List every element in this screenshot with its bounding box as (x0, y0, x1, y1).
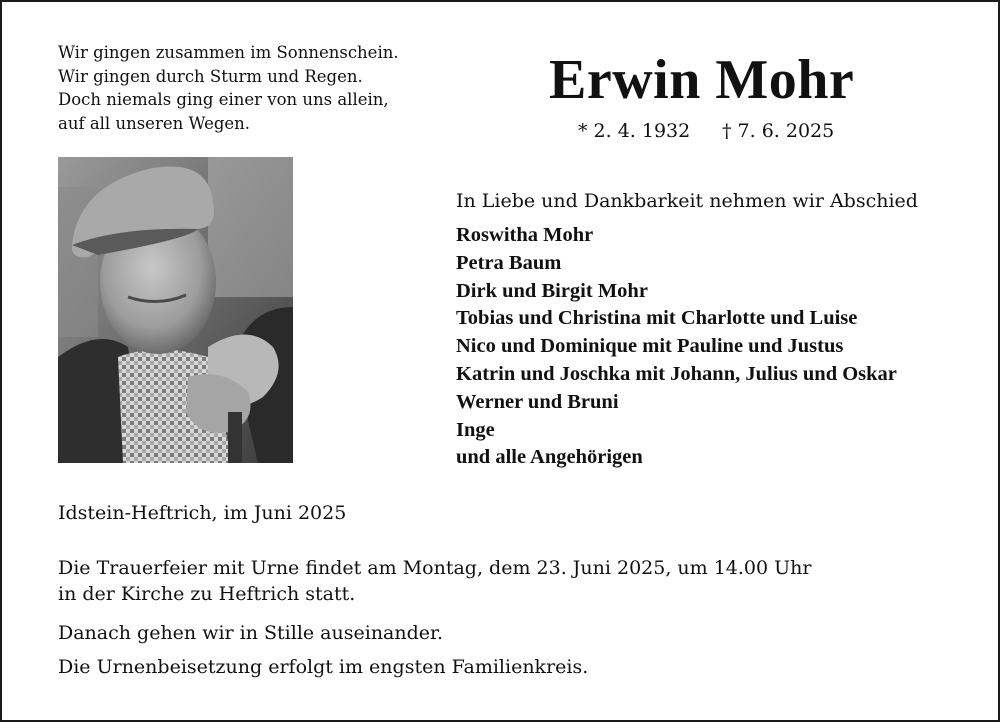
poem-line: Doch niemals ging einer von uns allein, (58, 90, 389, 109)
mourner-item: Roswitha Mohr (456, 224, 594, 246)
urn-burial-note: Die Urnenbeisetzung erfolgt im engsten Familienkreis. (58, 656, 589, 678)
mourner-item: Katrin und Joschka mit Johann, Julius und Oskar (456, 362, 897, 385)
memorial-poem (58, 41, 399, 135)
mourner-item: Inge (456, 418, 495, 441)
poem-line: Wir gingen durch Sturm und Regen. (58, 66, 363, 86)
mourner-item: Werner und Bruni (456, 390, 619, 413)
mourner-item: Dirk und Birgit Mohr (456, 279, 648, 302)
portrait-photo (58, 157, 293, 463)
death-date: † 7. 6. 2025 (722, 120, 835, 142)
birth-date: * 2. 4. 1932 (578, 120, 691, 142)
funeral-service-info (58, 555, 811, 607)
service-line: in der Kirche zu Heftrich statt. (58, 583, 356, 605)
mourner-item: Petra Baum (456, 251, 562, 274)
mourner-item: Tobias und Christina mit Charlotte und Luise (456, 307, 858, 330)
poem-line: Wir gingen zusammen im Sonnenschein. (58, 43, 399, 62)
poem-line: auf all unseren Wegen. (58, 113, 251, 133)
mourners-list (456, 222, 897, 472)
mourner-item: Nico und Dominique mit Pauline und Justus (456, 335, 844, 358)
place-and-date: Idstein-Heftrich, im Juni 2025 (58, 502, 347, 524)
mourner-item: und alle Angehörigen (456, 446, 643, 469)
farewell-line: In Liebe und Dankbarkeit nehmen wir Abschied (456, 190, 918, 212)
service-line: Die Trauerfeier mit Urne findet am Montag, dem 23. Juni 2025, um 14.00 Uhr (58, 557, 812, 579)
after-service-note: Danach gehen wir in Stille auseinander. (58, 622, 444, 644)
deceased-name: Erwin Mohr (549, 49, 855, 111)
